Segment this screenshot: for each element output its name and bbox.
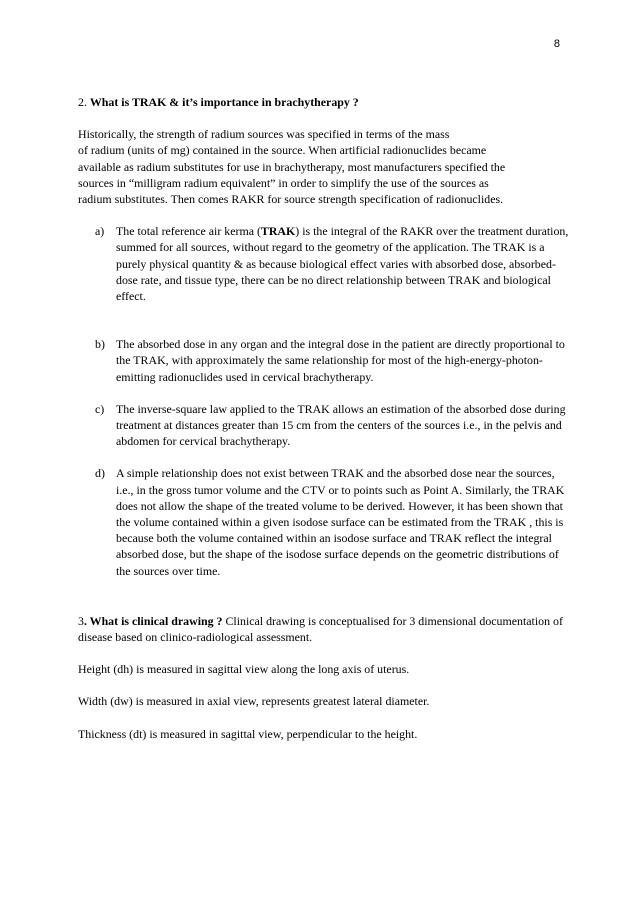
list-item-label: d)	[95, 466, 105, 481]
list-item-label: b)	[95, 337, 105, 352]
intro-line: Historically, the strength of radium sources was specified in terms of the mass	[78, 127, 450, 142]
list-item-text-post: ) is the integral of the RAKR over the treatment duration, summed for all sources, without regard to the geometry of the application. The TRAK is a purely physical quantity & as because biological effect varies with absorbed dose, absorbed-dose rate, and tissue type, there can be no direct relationship between TRAK and biological effect.	[116, 224, 569, 304]
section-number: 3	[78, 613, 84, 628]
thickness-definition: Thickness (dt) is measured in sagittal view, perpendicular to the height.	[78, 726, 418, 741]
list-item-label: a)	[95, 224, 105, 239]
list-item-text-pre: The total reference air kerma (	[116, 224, 261, 239]
list-item-text: A simple relationship does not exist between TRAK and the absorbed dose near the sources, i.e., in the gross tumor volume and the CTV or to points such as Point A. Similarly, the TRAK does not allow the shape of the treated volume to be derived. However, it has been shown that the volume contained within a given isodose surface can be estimated from the TRAK , this is because both the volume contained within an isodose surface and TRAK reflect the integral absorbed dose, but the shape of the isodose surface depends on the geometric distributions of the sources over time.	[116, 466, 565, 578]
section-title: . What is clinical drawing ?	[83, 613, 223, 628]
intro-line: sources in “milligram radium equivalent” in order to simplify the use of the sources as	[78, 175, 489, 190]
section-number: 2.	[78, 95, 90, 109]
section-title: What is TRAK & it’s importance in brachytherapy ?	[89, 95, 359, 109]
list-item	[78, 336, 570, 385]
trak-points-list	[78, 223, 570, 579]
page-number: 8	[553, 38, 560, 50]
list-item	[78, 465, 570, 578]
list-item-text: The inverse-square law applied to the TRAK allows an estimation of the absorbed dose during treatment at distances greater than 15 cm from the centers of the sources i.e., in the pelvis and abdomen for cervical brachytherapy.	[116, 401, 566, 449]
list-item	[78, 223, 570, 304]
section-heading-trak	[78, 94, 570, 110]
intro-line: radium substitutes. Then comes RAKR for source strength specification of radionuclides.	[78, 192, 504, 207]
width-definition: Width (dw) is measured in axial view, represents greatest lateral diameter.	[78, 694, 430, 709]
page-content	[78, 94, 570, 742]
intro-line: available as radium substitutes for use in brachytherapy, most manufacturers specified the	[78, 159, 506, 174]
section-heading-clinical-drawing	[78, 613, 570, 645]
section-intro: Clinical drawing is conceptualised for 3 dimensional documentation of disease based on clinico-radiological assessment.	[78, 613, 563, 645]
height-definition: Height (dh) is measured in sagittal view along the long axis of uterus.	[78, 662, 410, 677]
list-item	[78, 401, 570, 450]
intro-line: of radium (units of mg) contained in the source. When artificial radionuclides became	[78, 143, 487, 158]
list-item-text-bold: TRAK	[260, 224, 296, 239]
list-item-text: The absorbed dose in any organ and the integral dose in the patient are directly proportional to the TRAK, with approximately the same relationship for most of the high-energy-photon-emitting radionuclides used in cervical brachytherapy.	[116, 337, 565, 384]
intro-paragraph	[78, 126, 570, 207]
list-item-label: c)	[95, 401, 105, 416]
